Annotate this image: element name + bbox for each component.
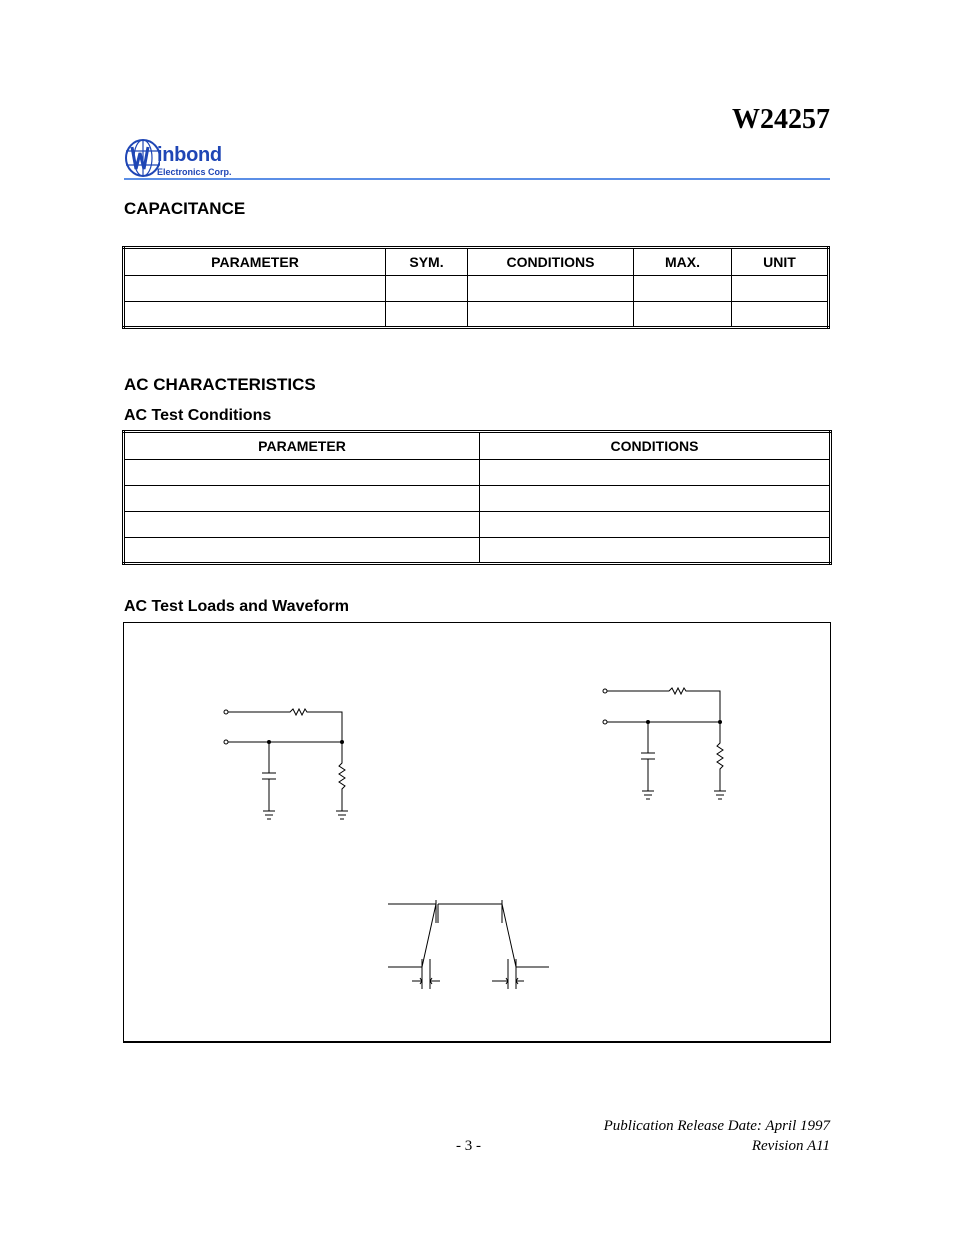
table-cell <box>124 302 386 328</box>
table-row <box>124 538 831 564</box>
table-cell <box>386 276 468 302</box>
table-header-row <box>124 432 831 460</box>
part-number: W24257 <box>732 104 830 135</box>
table-cell <box>468 276 634 302</box>
table-cell <box>468 302 634 328</box>
ac-test-loads-heading: AC Test Loads and Waveform <box>124 598 349 615</box>
globe-icon <box>124 137 160 179</box>
column-header: MAX. <box>634 248 732 276</box>
table-row <box>124 302 829 328</box>
table-cell <box>480 512 831 538</box>
ac-characteristics-heading: AC CHARACTERISTICS <box>124 375 316 394</box>
table-cell <box>124 460 480 486</box>
capacitance-heading: CAPACITANCE <box>124 199 246 218</box>
table-row <box>124 512 831 538</box>
test-loads-figure <box>123 622 831 1043</box>
table-cell <box>732 276 829 302</box>
table-cell <box>634 302 732 328</box>
ac-test-conditions-heading: AC Test Conditions <box>124 407 272 424</box>
table-cell <box>480 460 831 486</box>
publication-date: Publication Release Date: April 1997 <box>603 1118 830 1134</box>
table-cell <box>386 302 468 328</box>
column-header: UNIT <box>732 248 829 276</box>
winbond-logo <box>124 137 254 179</box>
table-row <box>124 460 831 486</box>
table-header-row <box>124 248 829 276</box>
header-rule <box>124 178 830 180</box>
table-cell <box>634 276 732 302</box>
table-cell <box>124 538 480 564</box>
table-cell <box>732 302 829 328</box>
logo-subtitle: Electronics Corp. <box>157 167 232 177</box>
ac-waveform <box>388 900 549 989</box>
column-header: CONDITIONS <box>468 248 634 276</box>
test-loads-diagram <box>124 623 830 1041</box>
table-row <box>124 276 829 302</box>
page-number: - 3 - <box>456 1138 481 1154</box>
table-cell <box>124 512 480 538</box>
column-header: PARAMETER <box>124 432 480 460</box>
ac-test-conditions-table <box>122 430 832 565</box>
test-load-circuit-1 <box>224 709 348 819</box>
column-header: SYM. <box>386 248 468 276</box>
table-row <box>124 486 831 512</box>
logo-wordmark: inbond <box>157 144 222 166</box>
revision: Revision A11 <box>751 1138 830 1154</box>
capacitance-table <box>122 246 830 329</box>
table-cell <box>480 486 831 512</box>
column-header: PARAMETER <box>124 248 386 276</box>
table-cell <box>124 276 386 302</box>
test-load-circuit-2 <box>603 688 726 799</box>
column-header: CONDITIONS <box>480 432 831 460</box>
table-cell <box>124 486 480 512</box>
table-cell <box>480 538 831 564</box>
